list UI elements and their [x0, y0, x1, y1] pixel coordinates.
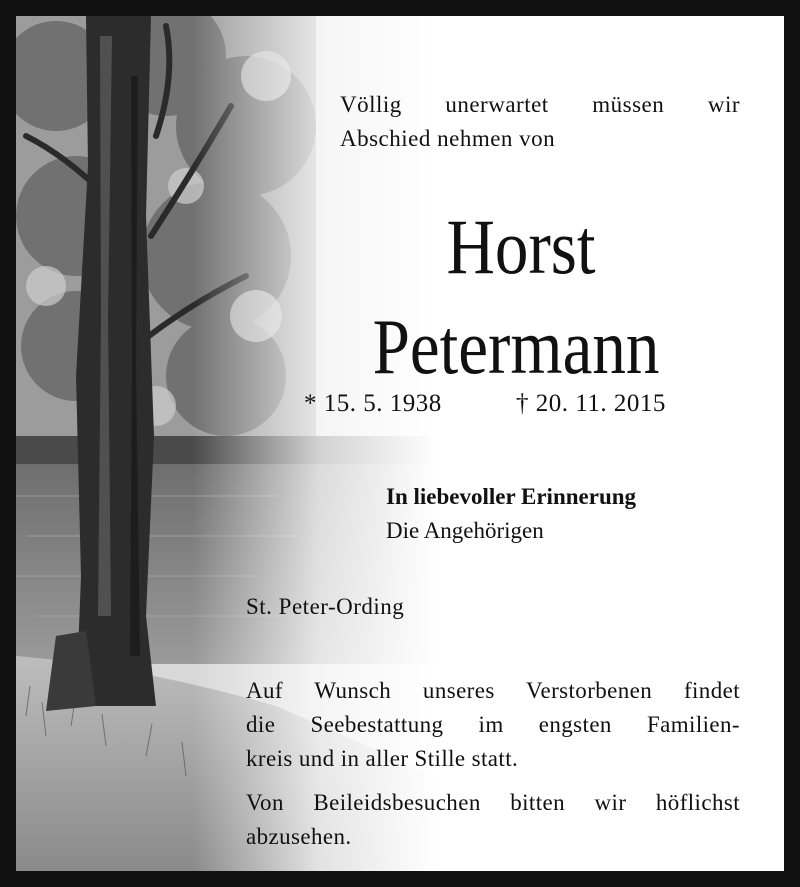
- paragraph-condolence: [246, 786, 740, 854]
- intro-line-1: Völlig unerwartet müssen wir: [340, 92, 740, 117]
- intro-text: [340, 88, 740, 156]
- intro-line-2: Abschied nehmen von: [340, 126, 556, 151]
- paragraph-line: Auf Wunsch unseres Verstorbenen findet: [246, 678, 740, 703]
- paragraph-burial: [246, 674, 740, 776]
- first-name: Horst: [446, 203, 596, 290]
- death-date: † 20. 11. 2015: [516, 390, 666, 417]
- place: St. Peter-Ording: [246, 594, 405, 619]
- memory-block: [386, 480, 636, 548]
- birth-date: * 15. 5. 1938: [304, 390, 442, 417]
- paragraph-line: abzusehen.: [246, 824, 352, 849]
- last-name: Petermann: [372, 303, 660, 390]
- paragraph-line: kreis und in aller Stille statt.: [246, 746, 519, 771]
- memory-line: In liebevoller Erinnerung: [386, 484, 637, 509]
- paragraph-line: Von Beileidsbesuchen bitten wir höflichst: [246, 790, 740, 815]
- signature: Die Angehörigen: [386, 518, 544, 543]
- paragraph-line: die Seebestattung im engsten Familien-: [246, 712, 740, 737]
